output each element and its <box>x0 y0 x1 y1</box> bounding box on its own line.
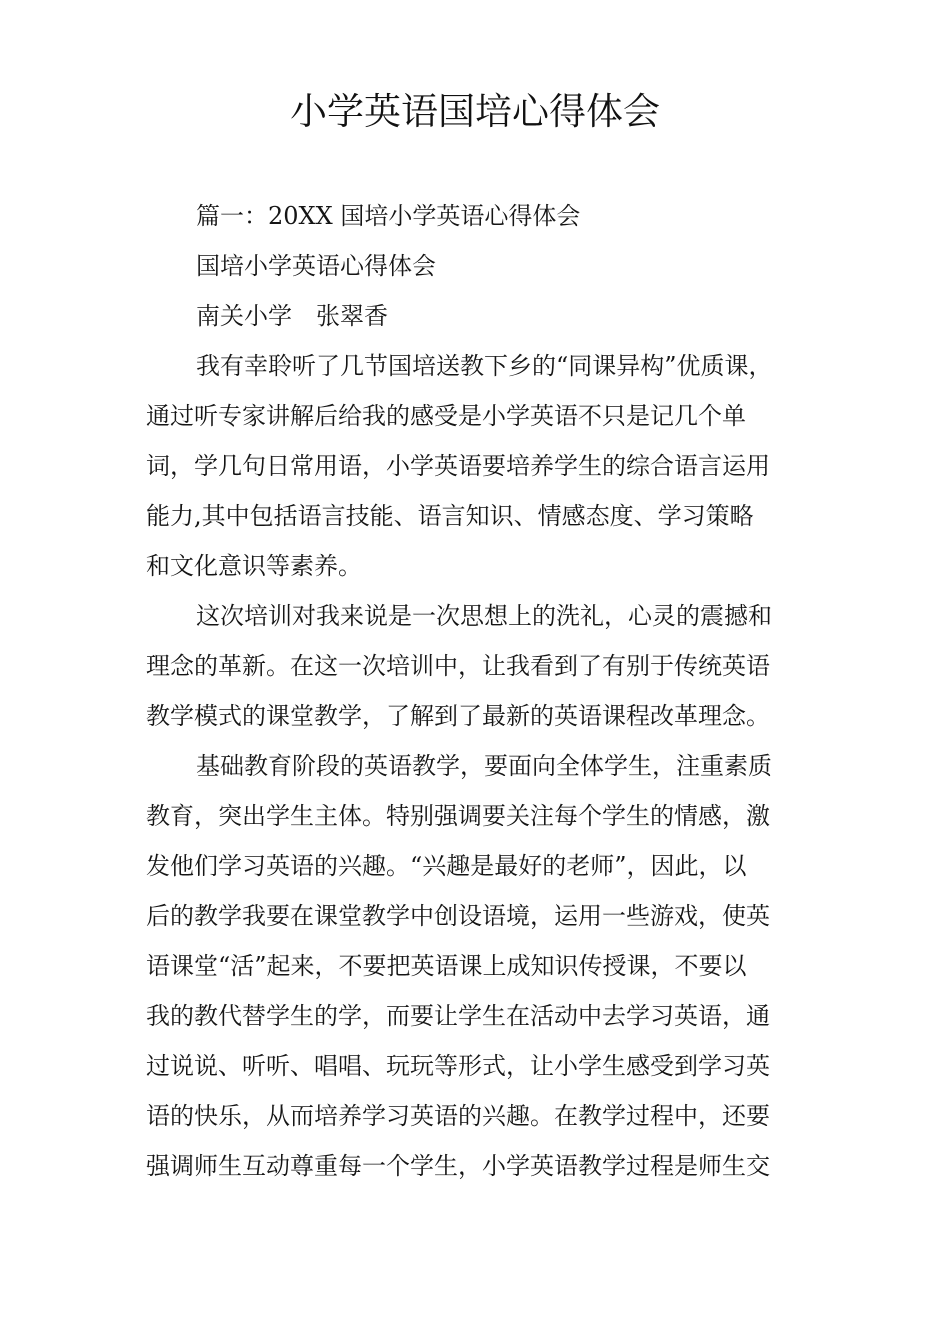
document-title: 小学英语国培心得体会 <box>290 90 660 133</box>
text-line: 理念的革新。在这一次培训中，让我看到了有别于传统英语 <box>146 652 770 680</box>
text-line: 南关小学 张翠香 <box>196 302 388 330</box>
text-line: 词，学几句日常用语，小学英语要培养学生的综合语言运用 <box>146 452 770 480</box>
text-line: 通过听专家讲解后给我的感受是小学英语不只是记几个单 <box>146 402 746 430</box>
text-line: 和文化意识等素养。 <box>146 552 362 580</box>
text-line: 基础教育阶段的英语教学，要面向全体学生，注重素质 <box>196 752 772 780</box>
text-line: 教育，突出学生主体。特别强调要关注每个学生的情感，激 <box>146 802 770 830</box>
text-line: 语的快乐，从而培养学习英语的兴趣。在教学过程中，还要 <box>146 1102 770 1130</box>
text-line: 过说说、听听、唱唱、玩玩等形式，让小学生感受到学习英 <box>146 1052 770 1080</box>
text-line: 后的教学我要在课堂教学中创设语境，运用一些游戏，使英 <box>146 902 770 930</box>
text-line: 我的教代替学生的学，而要让学生在活动中去学习英语，通 <box>146 1002 770 1030</box>
text-line: 国培小学英语心得体会 <box>196 252 436 280</box>
text-line: 这次培训对我来说是一次思想上的洗礼，心灵的震撼和 <box>196 602 772 630</box>
text-line: 我有幸聆听了几节国培送教下乡的“同课异构”优质课， <box>196 352 773 380</box>
text-line: 能力,其中包括语言技能、语言知识、情感态度、学习策略 <box>146 502 754 530</box>
text-line: 语课堂“活”起来，不要把英语课上成知识传授课，不要以 <box>146 952 747 980</box>
text-line: 篇一：20XX 国培小学英语心得体会 <box>196 202 581 230</box>
text-line: 强调师生互动尊重每一个学生，小学英语教学过程是师生交 <box>146 1152 770 1180</box>
document-body <box>146 191 806 1191</box>
text-line: 教学模式的课堂教学，了解到了最新的英语课程改革理念。 <box>146 702 770 730</box>
text-line: 发他们学习英语的兴趣。“兴趣是最好的老师”，因此，以 <box>146 852 747 880</box>
